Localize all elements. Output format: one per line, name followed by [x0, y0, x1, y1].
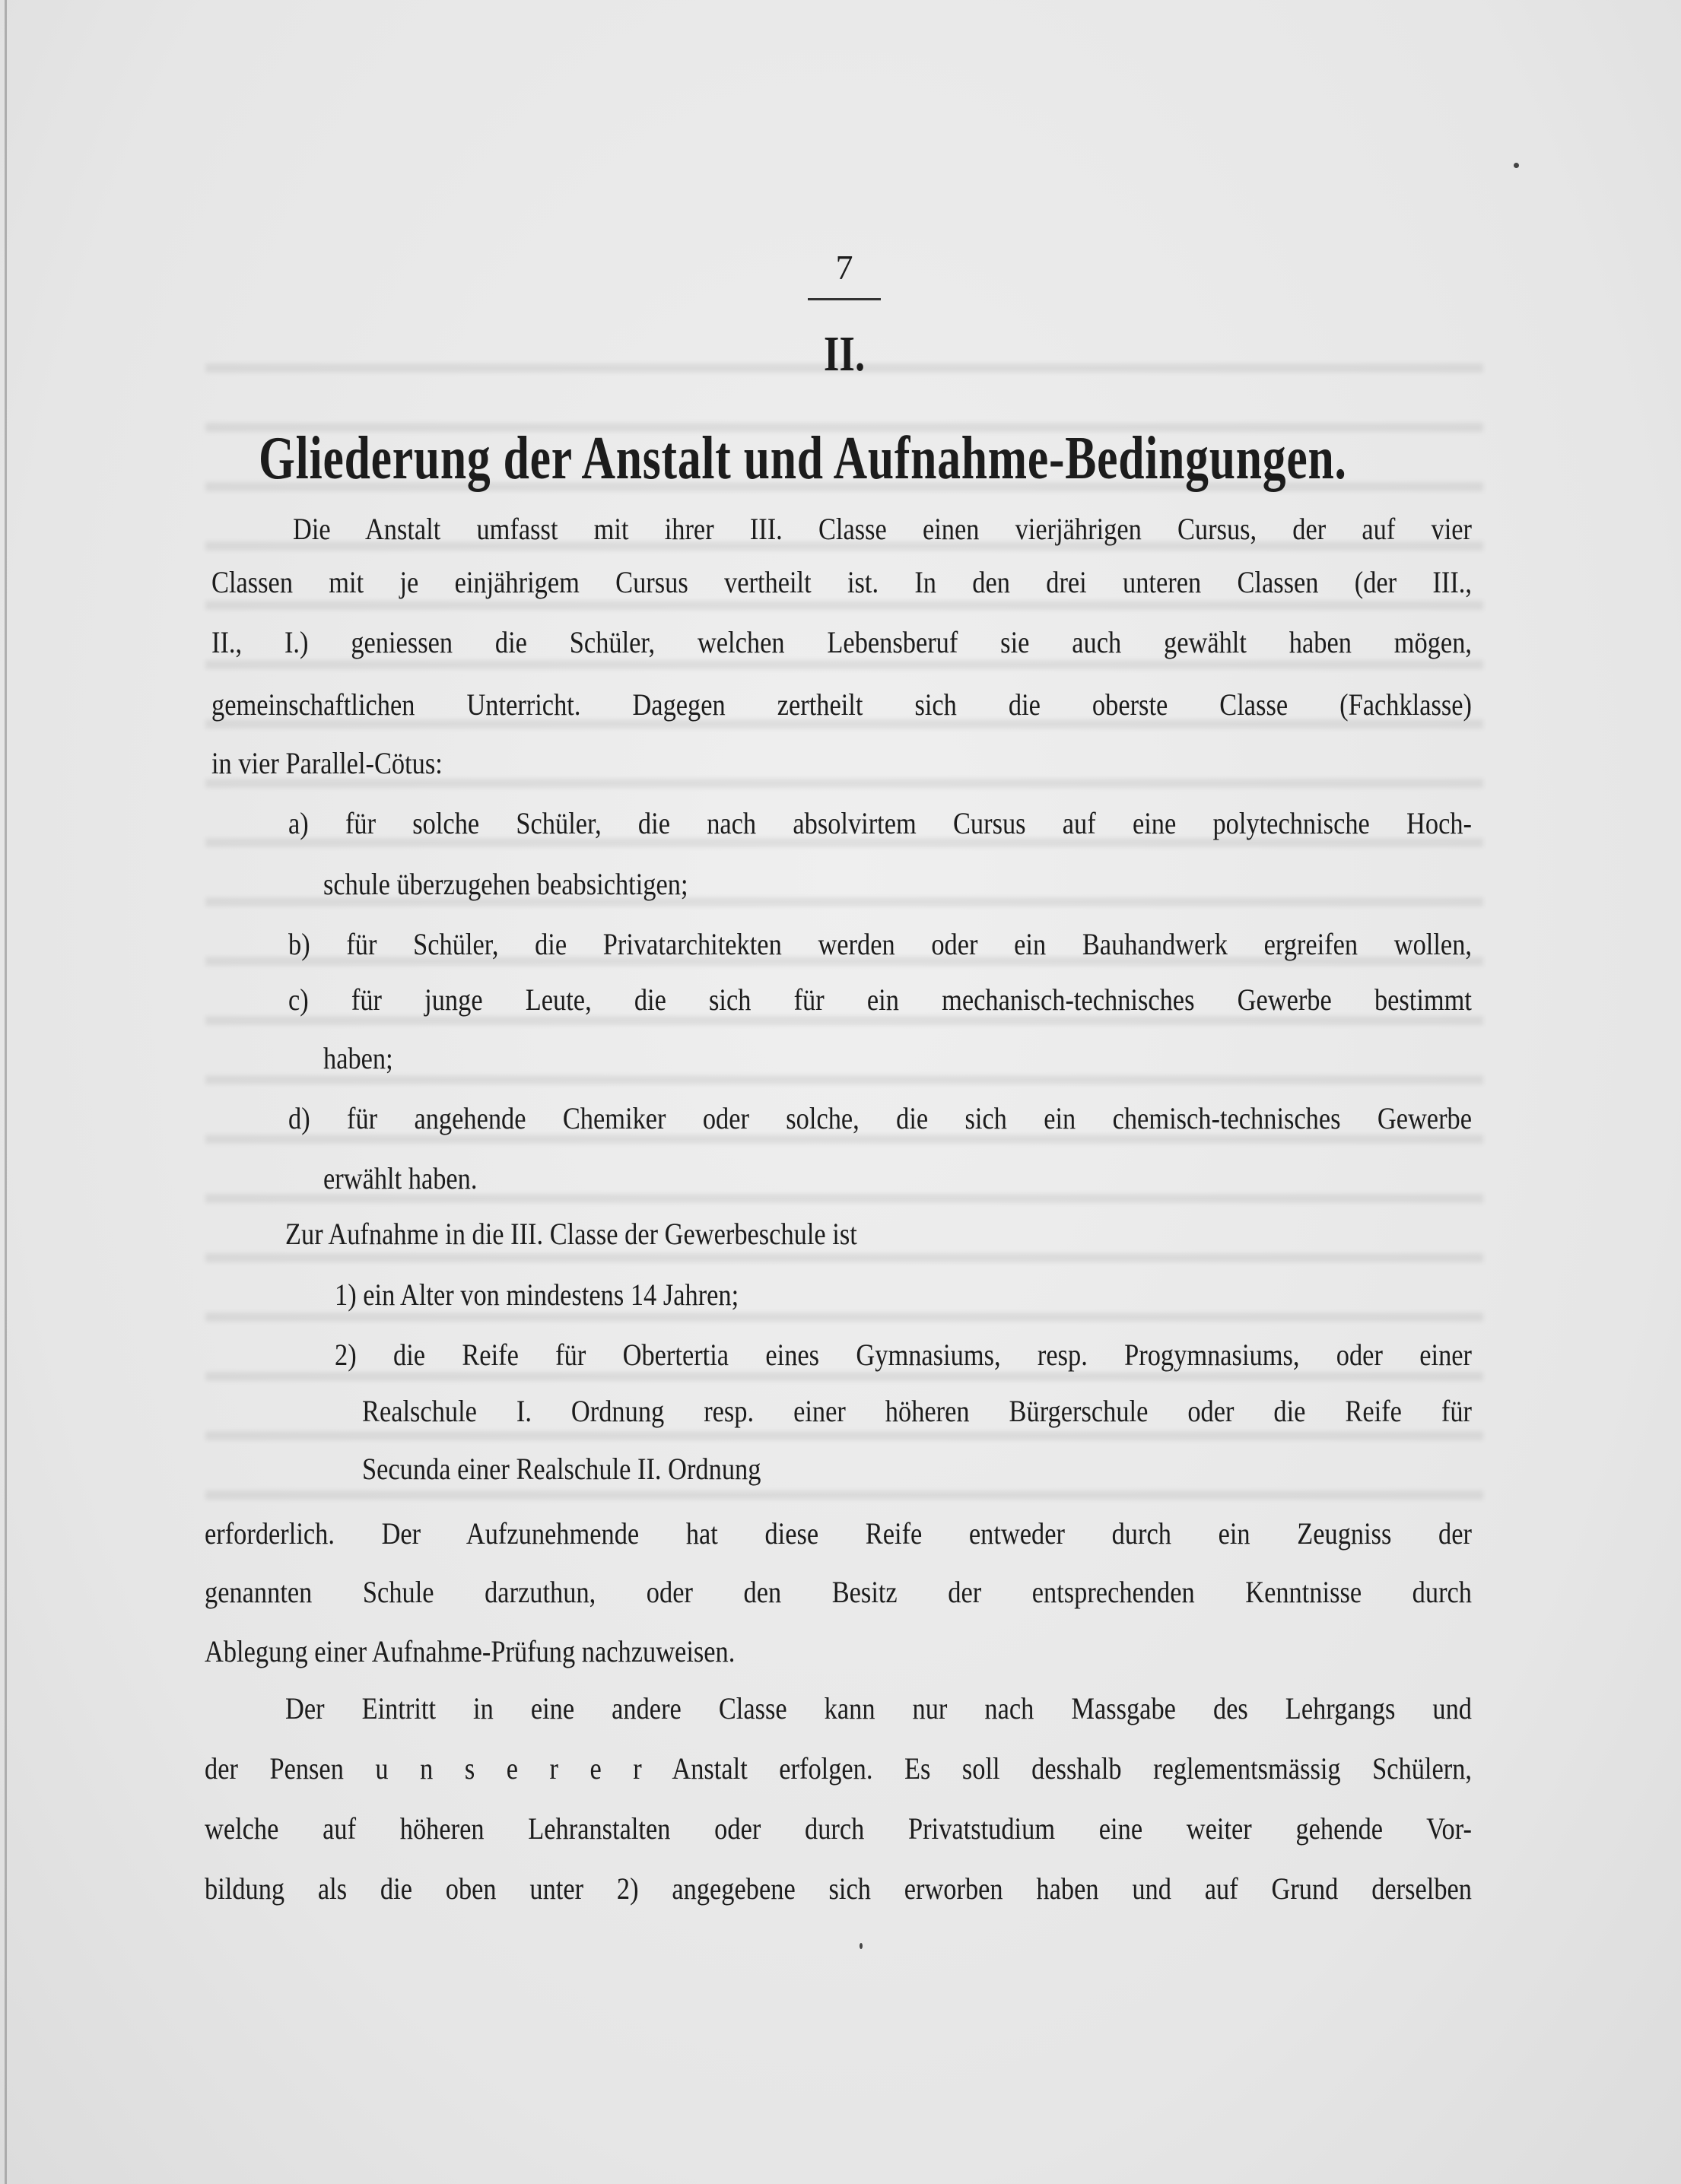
text-line: haben; — [323, 1041, 393, 1075]
text-line: Ablegung einer Aufnahme-Prüfung nachzuweisen. — [205, 1634, 736, 1668]
speck — [1514, 163, 1519, 168]
text-line: Die Anstalt umfasst mit ihrer III. Classe einen vierjährigen Cursus, der auf vier — [293, 512, 1472, 546]
text-line: b) für Schüler, die Privatarchitekten werden oder ein Bauhandwerk ergreifen wollen, — [288, 927, 1472, 961]
text-line: gemeinschaftlichen Unterricht. Dagegen zertheilt sich die oberste Classe (Fachklasse) — [211, 687, 1472, 722]
speck — [860, 1943, 863, 1949]
text-line: der Pensen u n s e r e r Anstalt erfolgen. Es soll desshalb reglementsmässig Schülern, — [205, 1751, 1472, 1786]
text-line: Secunda einer Realschule II. Ordnung — [362, 1452, 761, 1486]
page-number: 7 — [835, 248, 853, 287]
text-line: schule überzugehen beabsichtigen; — [323, 867, 688, 901]
page-edge-shadow — [5, 0, 7, 2184]
text-line: Classen mit je einjährigem Cursus vertheilt ist. In den drei unteren Classen (der III., — [211, 565, 1472, 599]
text-line: Zur Aufnahme in die III. Classe der Gewerbeschule ist — [285, 1217, 857, 1251]
page-number-rule — [808, 298, 881, 300]
text-line: welche auf höheren Lehranstalten oder durch Privatstudium eine weiter gehende Vor- — [205, 1811, 1472, 1846]
section-numeral: II. — [823, 326, 866, 382]
text-line: a) für solche Schüler, die nach absolvirtem Cursus auf eine polytechnische Hoch- — [288, 806, 1472, 840]
text-line: II., I.) geniessen die Schüler, welchen Lebensberuf sie auch gewählt haben mögen, — [211, 625, 1472, 659]
text-line: erforderlich. Der Aufzunehmende hat diese Reife entweder durch ein Zeugniss der — [205, 1516, 1472, 1551]
text-line: 2) die Reife für Obertertia eines Gymnasiums, resp. Progymnasiums, oder einer — [335, 1338, 1472, 1372]
section-title: Gliederung der Anstalt und Aufnahme-Bedingungen. — [259, 425, 1347, 492]
text-line: erwählt haben. — [323, 1161, 478, 1195]
text-line: 1) ein Alter von mindestens 14 Jahren; — [335, 1278, 739, 1312]
text-line: c) für junge Leute, die sich für ein mechanisch-technisches Gewerbe bestimmt — [288, 982, 1472, 1017]
text-line: genannten Schule darzuthun, oder den Besitz der entsprechenden Kenntnisse durch — [205, 1575, 1472, 1609]
text-line: d) für angehende Chemiker oder solche, die sich ein chemisch-technisches Gewerbe — [288, 1101, 1472, 1135]
text-line: Der Eintritt in eine andere Classe kann nur nach Massgabe des Lehrgangs und — [285, 1691, 1472, 1725]
text-line: Realschule I. Ordnung resp. einer höheren Bürgerschule oder die Reife für — [362, 1394, 1472, 1428]
text-line: bildung als die oben unter 2) angegebene sich erworben haben und auf Grund derselben — [205, 1871, 1472, 1906]
text-line: in vier Parallel-Cötus: — [211, 746, 443, 780]
